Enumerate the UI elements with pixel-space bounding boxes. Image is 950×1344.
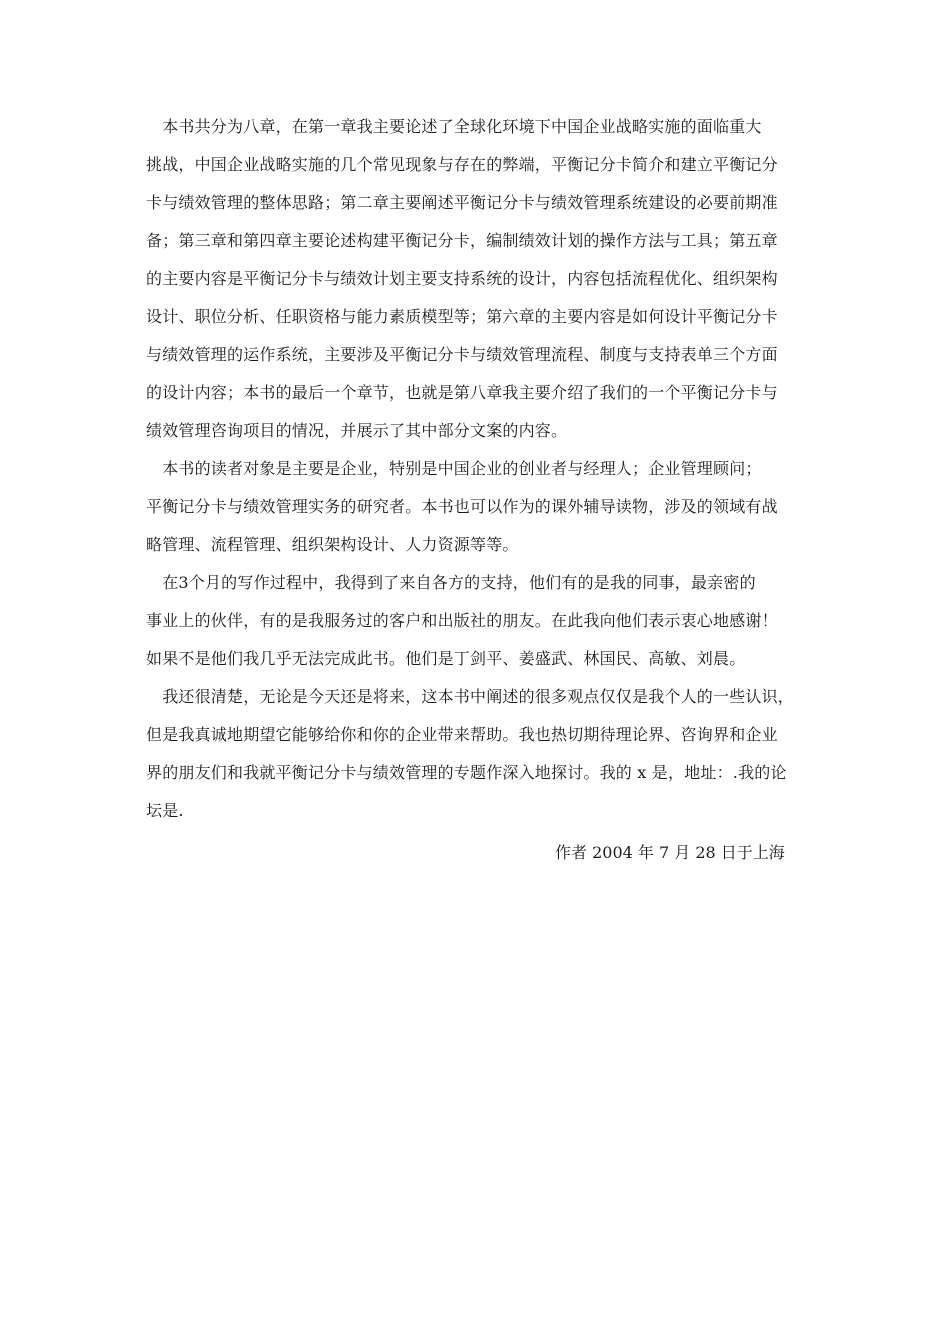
text-line: 事业上的伙伴，有的是我服务过的客户和出版社的朋友。在此我向他们表示衷心地感谢！	[146, 611, 778, 630]
text-line: 绩效管理咨询项目的情况，并展示了其中部分文案的内容。	[146, 421, 568, 440]
text-line: 在3个月的写作过程中，我得到了来自各方的支持，他们有的是我的同事，最亲密的	[146, 573, 756, 592]
text-line: 界的朋友们和我就平衡记分卡与绩效管理的专题作深入地探讨。我的 x 是，地址：.我的论	[146, 763, 787, 782]
text-line: 设计、职位分析、任职资格与能力素质模型等；第六章的主要内容是如何设计平衡记分卡	[146, 307, 778, 326]
author-signature-line: 作者 2004 年 7 月 28 日于上海	[555, 843, 785, 862]
text-line: 平衡记分卡与绩效管理实务的研究者。本书也可以作为的课外辅导读物，涉及的领域有战	[146, 497, 778, 516]
text-line: 坛是.	[146, 801, 184, 820]
text-line: 如果不是他们我几乎无法完成此书。他们是丁剑平、姜盛武、林国民、高敏、刘晨。	[146, 649, 746, 668]
text-line: 的主要内容是平衡记分卡与绩效计划主要支持系统的设计，内容包括流程优化、组织架构	[146, 269, 778, 288]
text-line: 略管理、流程管理、组织架构设计、人力资源等等。	[146, 535, 519, 554]
text-line: 的设计内容；本书的最后一个章节，也就是第八章我主要介绍了我们的一个平衡记分卡与	[146, 383, 778, 402]
text-line: 本书的读者对象是主要是企业，特别是中国企业的创业者与经理人；企业管理顾问；	[146, 459, 762, 478]
text-line: 但是我真诚地期望它能够给你和你的企业带来帮助。我也热切期待理论界、咨询界和企业	[146, 725, 778, 744]
text-line: 卡与绩效管理的整体思路；第二章主要阐述平衡记分卡与绩效管理系统建设的必要前期准	[146, 193, 778, 212]
text-line: 我还很清楚，无论是今天还是将来，这本书中阐述的很多观点仅仅是我个人的一些认识，	[146, 687, 795, 706]
text-line: 备；第三章和第四章主要论述构建平衡记分卡，编制绩效计划的操作方法与工具；第五章	[146, 231, 778, 250]
text-line: 挑战，中国企业战略实施的几个常见现象与存在的弊端，平衡记分卡简介和建立平衡记分	[146, 155, 778, 174]
text-line: 本书共分为八章，在第一章我主要论述了全球化环境下中国企业战略实施的面临重大	[146, 117, 762, 136]
text-line: 与绩效管理的运作系统，主要涉及平衡记分卡与绩效管理流程、制度与支持表单三个方面	[146, 345, 778, 364]
